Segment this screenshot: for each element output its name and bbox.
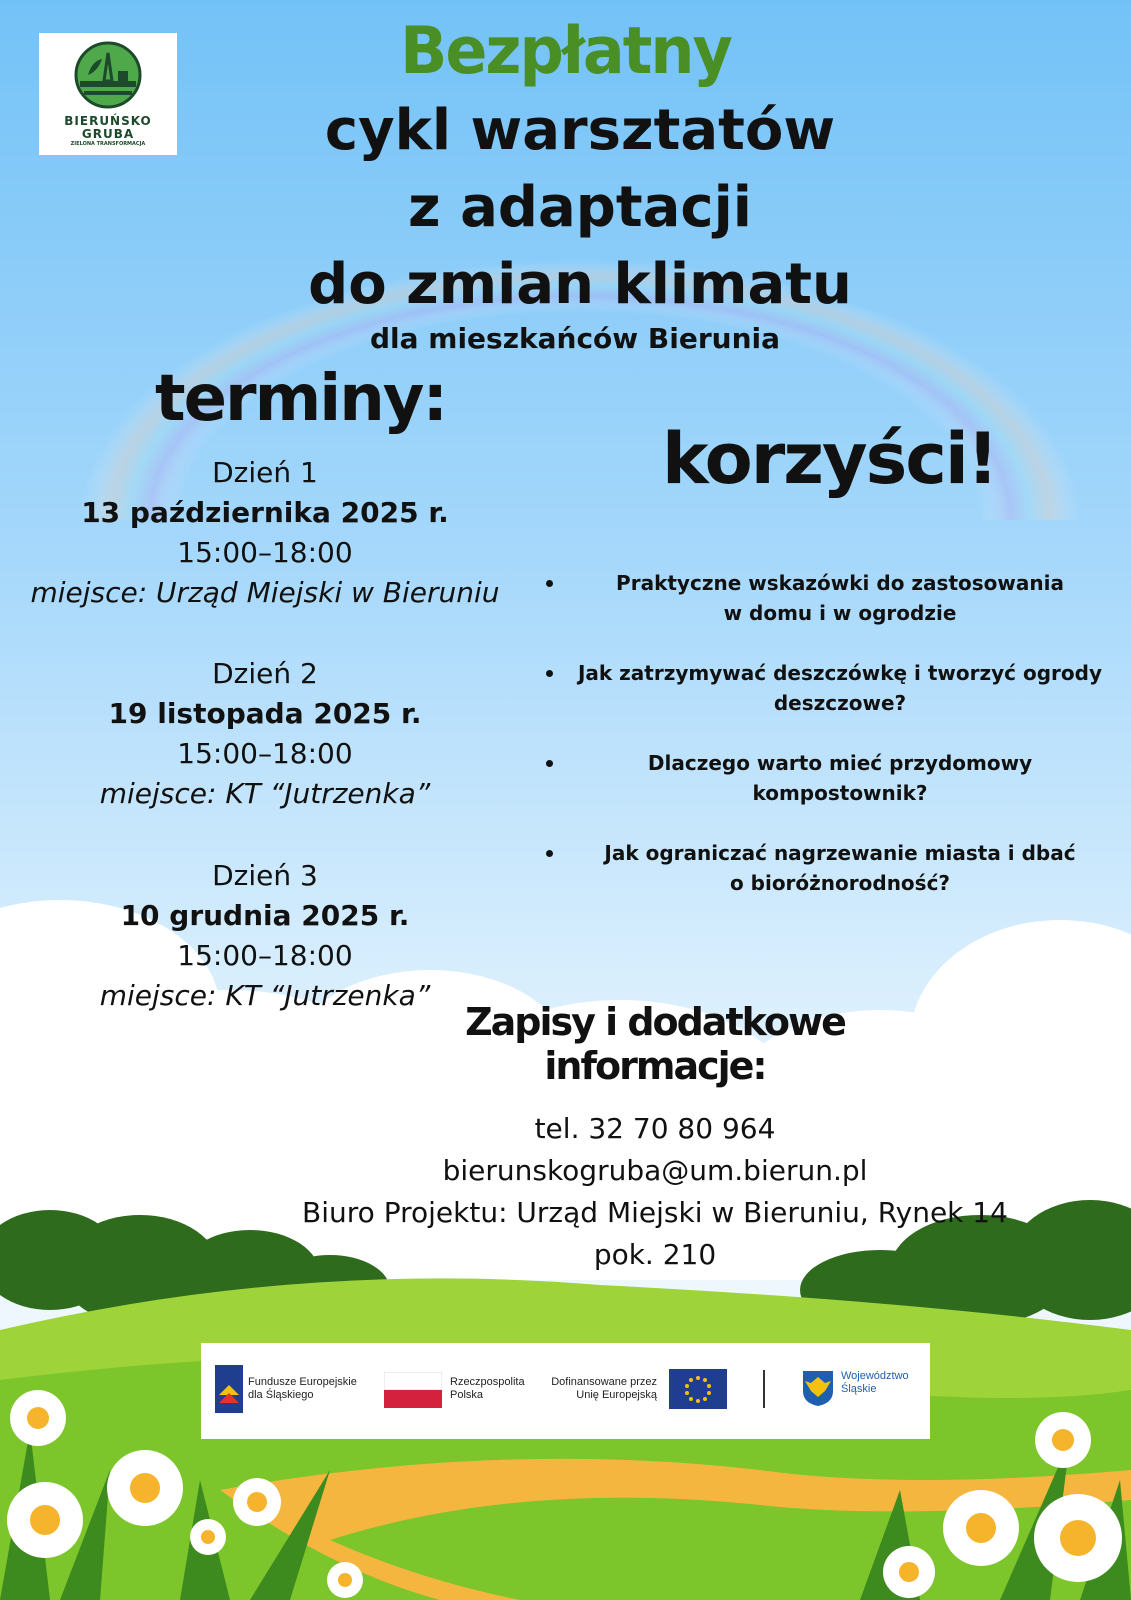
day-label: Dzień 1 xyxy=(212,456,318,489)
silesia-eagle-icon xyxy=(801,1369,835,1407)
day-time: 15:00–18:00 xyxy=(177,939,353,972)
eu-funds-text-2: dla Śląskiego xyxy=(248,1389,314,1401)
contact-heading-line-2: informacje: xyxy=(544,1044,766,1088)
benefit-item xyxy=(540,658,1110,718)
logo-line-3: ZIELONA TRANSFORMACJA xyxy=(70,141,146,147)
day-date: 10 grudnia 2025 r. xyxy=(120,899,410,932)
day-place: miejsce: Urząd Miejski w Bieruniu xyxy=(30,576,500,609)
subtitle: dla mieszkańców Bierunia xyxy=(369,322,780,355)
day-place: miejsce: KT “Jutrzenka” xyxy=(99,777,431,810)
benefit-line-1: Jak zatrzymywać deszczówkę i tworzyć ogrody xyxy=(577,661,1103,685)
day-place: miejsce: KT “Jutrzenka” xyxy=(99,979,431,1012)
bullet-icon xyxy=(546,670,553,677)
day-label: Dzień 2 xyxy=(212,657,318,690)
contact-room: pok. 210 xyxy=(593,1238,717,1271)
day-label: Dzień 3 xyxy=(212,859,318,892)
title-free: Bezpłatny xyxy=(400,12,731,89)
contact-office: Biuro Projektu: Urząd Miejski w Bieruniu, Rynek 14 xyxy=(302,1196,1008,1229)
eu-flag-icon xyxy=(669,1369,727,1409)
contact-email[interactable]: bierunskogruba@um.bierun.pl xyxy=(442,1154,868,1187)
day-date: 19 listopada 2025 r. xyxy=(108,697,422,730)
eu-cofinanced-text-1: Dofinansowane przez xyxy=(551,1376,657,1388)
silesia-text-2: Śląskie xyxy=(841,1383,877,1395)
benefit-item xyxy=(540,568,1110,628)
terms-day-2 xyxy=(30,654,500,814)
benefit-line-2: w domu i w ogrodzie xyxy=(723,601,957,625)
benefit-line-2: o bioróżnorodność? xyxy=(729,871,951,895)
benefit-line-1: Praktyczne wskazówki do zastosowania xyxy=(616,571,1064,595)
title-line-3: do zmian klimatu xyxy=(308,252,852,317)
bullet-icon xyxy=(546,760,553,767)
contact-details xyxy=(260,1108,1050,1276)
terms-day-3 xyxy=(30,856,500,1016)
eu-funds-icon xyxy=(215,1365,243,1413)
contact-heading xyxy=(460,1000,850,1088)
benefit-line-2: deszczowe? xyxy=(773,691,907,715)
divider xyxy=(763,1370,765,1408)
contact-heading-line-1: Zapisy i dodatkowe xyxy=(465,1000,845,1044)
benefit-item xyxy=(540,748,1110,808)
bullet-icon xyxy=(546,580,553,587)
benefit-line-1: Dlaczego warto mieć przydomowy xyxy=(647,751,1033,775)
rp-text-1: Rzeczpospolita xyxy=(450,1376,525,1388)
benefits-list xyxy=(540,568,1110,928)
title-line-2: z adaptacji xyxy=(408,175,752,240)
polish-flag-icon xyxy=(384,1372,442,1408)
eu-funds-text-1: Fundusze Europejskie xyxy=(248,1376,357,1388)
logo-line-2: GRUBA xyxy=(81,127,135,141)
day-time: 15:00–18:00 xyxy=(177,536,353,569)
benefit-item xyxy=(540,838,1110,898)
terms-heading: terminy: xyxy=(155,362,447,436)
day-date: 13 października 2025 r. xyxy=(81,496,449,529)
title-line-1: cykl warsztatów xyxy=(324,98,836,163)
rp-text-2: Polska xyxy=(450,1389,484,1401)
logo-line-1: BIERUŃSKO xyxy=(64,114,152,128)
benefit-line-1: Jak ograniczać nagrzewanie miasta i dbać xyxy=(604,841,1076,865)
contact-phone[interactable]: tel. 32 70 80 964 xyxy=(534,1112,776,1145)
benefit-line-2: kompostownik? xyxy=(752,781,928,805)
silesia-text-1: Województwo xyxy=(841,1370,909,1382)
terms-day-1 xyxy=(30,453,500,613)
bullet-icon xyxy=(546,850,553,857)
benefits-heading: korzyści! xyxy=(662,418,997,500)
eu-cofinanced-text-2: Unię Europejską xyxy=(576,1389,657,1401)
funding-logos-bar xyxy=(201,1343,930,1439)
day-time: 15:00–18:00 xyxy=(177,737,353,770)
